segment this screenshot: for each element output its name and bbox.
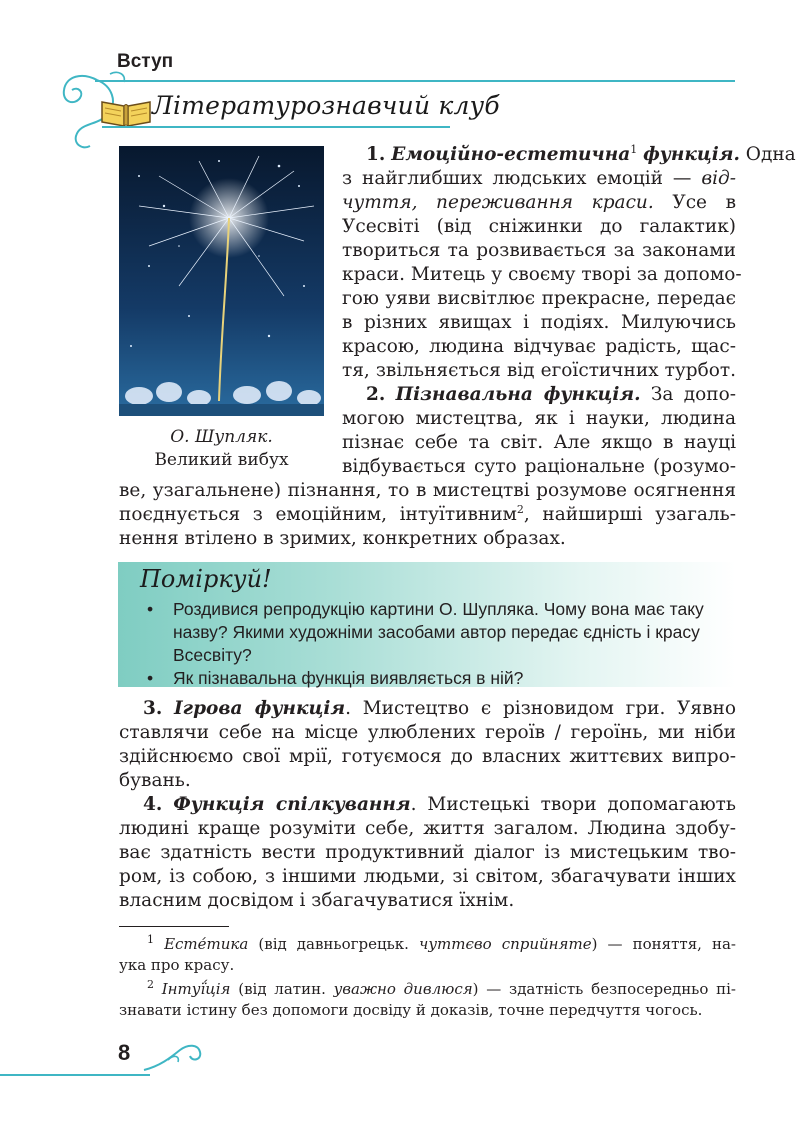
decorative-swirl-bottom	[140, 1036, 210, 1076]
footnote-1-line-2: ука про красу.	[119, 956, 235, 974]
p2-line-4: відбувається суто раціональне (розумо-	[342, 456, 736, 477]
p2-line-6: поєднується з емоційним, інтуїтивним$^2$, найширші узагаль-	[119, 502, 737, 525]
p3-line-1: 3. Ігрова функція. Мистецтво є різновидом гри. Уявно	[143, 698, 736, 719]
footnote-1-line-1: $^1$ Есте́тика (від давньогрецьк. чуттєво сприйняте) — поняття, на-	[147, 933, 736, 953]
p2-line-1: 2. Пізнавальна функція. За допо-	[366, 384, 736, 405]
painting-image	[119, 146, 324, 416]
p4-line-1: 4. Функція спілкування. Мистецькі твори допомагають	[143, 794, 736, 815]
figure-caption	[119, 426, 324, 472]
section-label: Вступ	[117, 51, 174, 72]
p3-line-4: бувань.	[119, 770, 191, 791]
p2-line-3: пізнає себе та світ. Але якщо в науці	[342, 432, 736, 453]
paragraph-3	[119, 697, 736, 793]
p1-line-5: твориться та розвивається за законами	[342, 240, 736, 261]
caption-author: О. Шупляк.	[170, 427, 273, 447]
p1-line-4: Усесвіті (від сніжинки до галактик)	[342, 216, 736, 237]
p1-line-7: гою уяви висвітлює прекрасне, передає	[342, 288, 736, 309]
p2-line-7: нення втілено в зримих, конкретних образах.	[119, 528, 566, 549]
paragraph-1	[342, 142, 796, 383]
p1-line-3: чуття, переживання краси. Усе в	[342, 192, 737, 213]
p3-line-3: здійснюємо свої мрії, готуємося до власних життєвих випро-	[119, 746, 736, 767]
p1-line-2: з найглибших людських емоцій — від-	[342, 168, 736, 189]
think-title: Поміркуй!	[140, 565, 272, 593]
footnote-2	[119, 979, 736, 1021]
paragraph-4	[119, 793, 736, 913]
think-bullet-2: • Як пізнавальна функція виявляється в ній?	[147, 667, 727, 690]
p3-line-2: ставлячи себе на місце улюблених героїв / героїнь, ми ніби	[119, 722, 736, 743]
club-title: Літературознавчий клуб	[152, 91, 500, 120]
think-bullets	[147, 598, 727, 690]
p4-line-4: ром, із собою, з іншими людьми, зі світом, збагачувати інших	[119, 866, 736, 887]
p1-line-8: в різних явищах і подіях. Милуючись	[342, 312, 736, 333]
think-bullet-1: • Роздивися репродукцію картини О. Шупляка. Чому вона має таку назву? Якими художніми засобами автор передає єдність і красу Всесвіту?	[147, 598, 727, 667]
club-underline	[102, 126, 450, 128]
p2-line-2: могою мистецтва, як і науки, людина	[342, 408, 736, 429]
p2-line-5: ве, узагальнене) пізнання, то в мистецтві розумове осягнення	[119, 480, 736, 501]
p4-line-3: ває здатність вести продуктивний діалог із мистецьким тво-	[119, 842, 736, 863]
top-rule	[95, 80, 735, 82]
footnote-2-line-2: знавати істину без допомоги досвіду й доказів, точне передчуття чогось.	[119, 1001, 703, 1019]
p1-line-10: тя, звільняється від егоїстичних турбот.	[342, 360, 736, 381]
paragraph-2-bottom	[119, 479, 736, 551]
book-icon	[100, 94, 152, 128]
p4-line-2: людині краще розуміти себе, життя загалом. Людина здобу-	[119, 818, 736, 839]
bottom-rule	[0, 1074, 150, 1076]
p4-line-5: власним досвідом і збагачуватися їхнім.	[119, 890, 515, 911]
footnote-1	[119, 934, 736, 976]
p1-line-1: 1. Емоційно-естетична$^1$ функція. Одна	[366, 142, 796, 165]
caption-work: Великий вибух	[154, 450, 289, 470]
footnote-2-line-1: $^2$ Інтуї́ція (від латин. уважно дивлюся) — здатність безпосередньо пі-	[147, 978, 736, 998]
paragraph-2-top	[342, 383, 736, 479]
footnote-rule	[119, 926, 229, 927]
p1-line-6: краси. Митець у своєму творі за допомо-	[342, 264, 742, 285]
page-number: 8	[118, 1040, 131, 1065]
p1-line-9: красою, людина відчуває радість, щас-	[342, 336, 736, 357]
